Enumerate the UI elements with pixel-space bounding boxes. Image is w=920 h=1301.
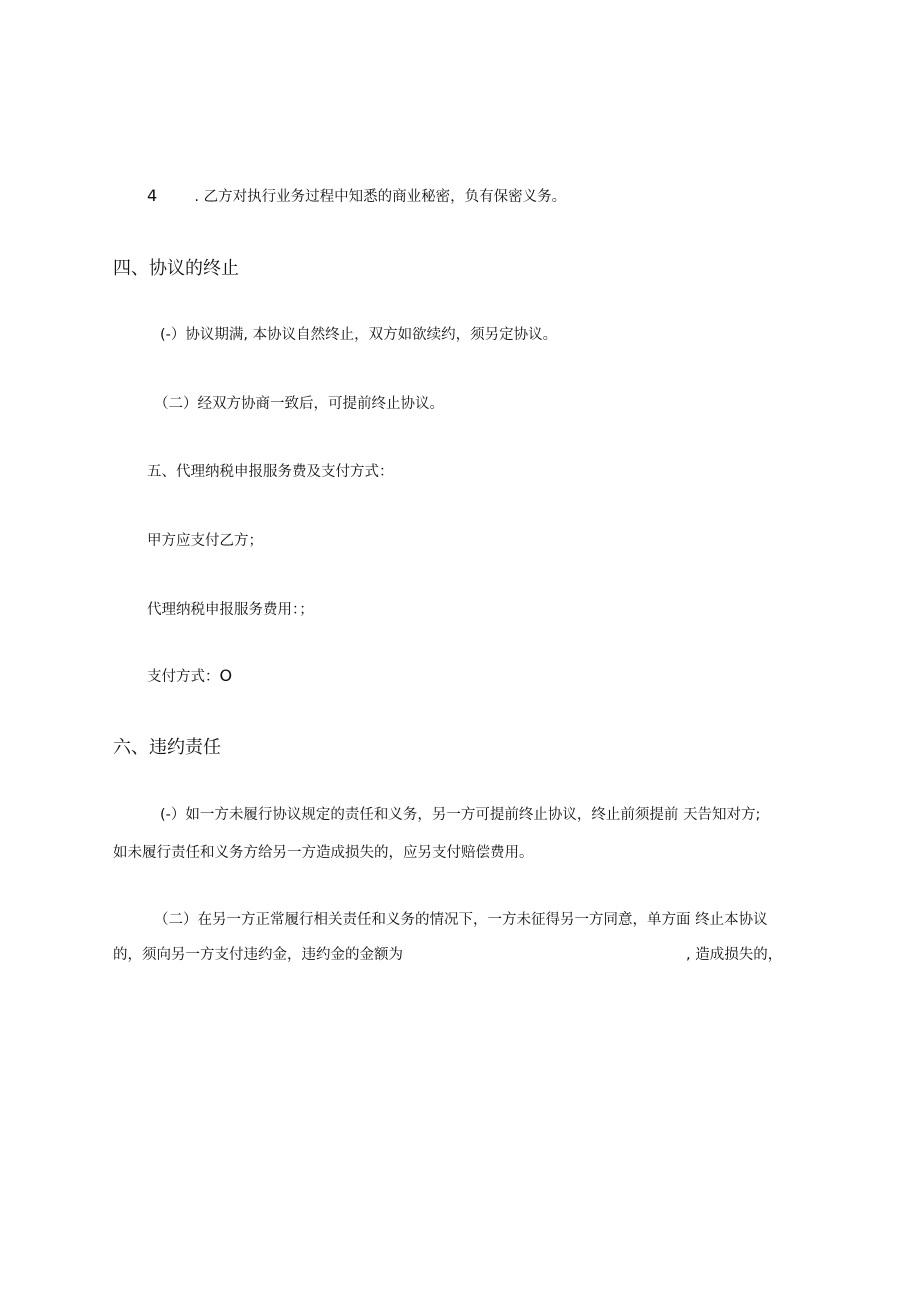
section-6-para-2-line-2b: , 造成损失的， xyxy=(686,947,783,963)
section-6-heading: 六、违约责任 xyxy=(113,737,221,758)
section-6-para-1-line-1: (-）如一方未履行协议规定的责任和义务，另一方可提前终止协议，终止前须提前 天告知对方; xyxy=(160,807,761,823)
section-6-para-2-line-1: （二）在另一方正常履行相关责任和义务的情况下，一方未征得另一方同意，单方面 终止本协议 xyxy=(154,912,768,928)
section-5-heading: 五、代理纳税申报服务费及支付方式： xyxy=(147,464,394,480)
section-6-para-2-line-2a: 的，须向另一方支付违约金，违约金的金额为 xyxy=(113,947,403,963)
section-5-payer: 甲方应支付乙方； xyxy=(147,533,263,549)
section-4-heading: 四、协议的终止 xyxy=(113,258,239,279)
item-4-number: 4 xyxy=(147,186,158,205)
item-4 xyxy=(147,186,566,207)
section-5-method-value: O xyxy=(219,666,233,685)
section-5-method xyxy=(147,666,232,687)
section-5-method-label: 支付方式： xyxy=(147,669,220,685)
section-6-para-1-line-2: 如未履行责任和义务方给另一方造成损失的，应另支付赔偿费用。 xyxy=(113,845,534,861)
item-4-text: . 乙方对执行业务过程中知悉的商业秘密，负有保密义务。 xyxy=(194,189,567,205)
section-4-para-1: (-）协议期满, 本协议自然终止，双方如欲续约，须另定协议。 xyxy=(160,327,558,343)
section-5-fee: 代理纳税申报服务费用：； xyxy=(147,602,314,618)
section-4-para-2: （二）经双方协商一致后，可提前终止协议。 xyxy=(154,396,444,412)
